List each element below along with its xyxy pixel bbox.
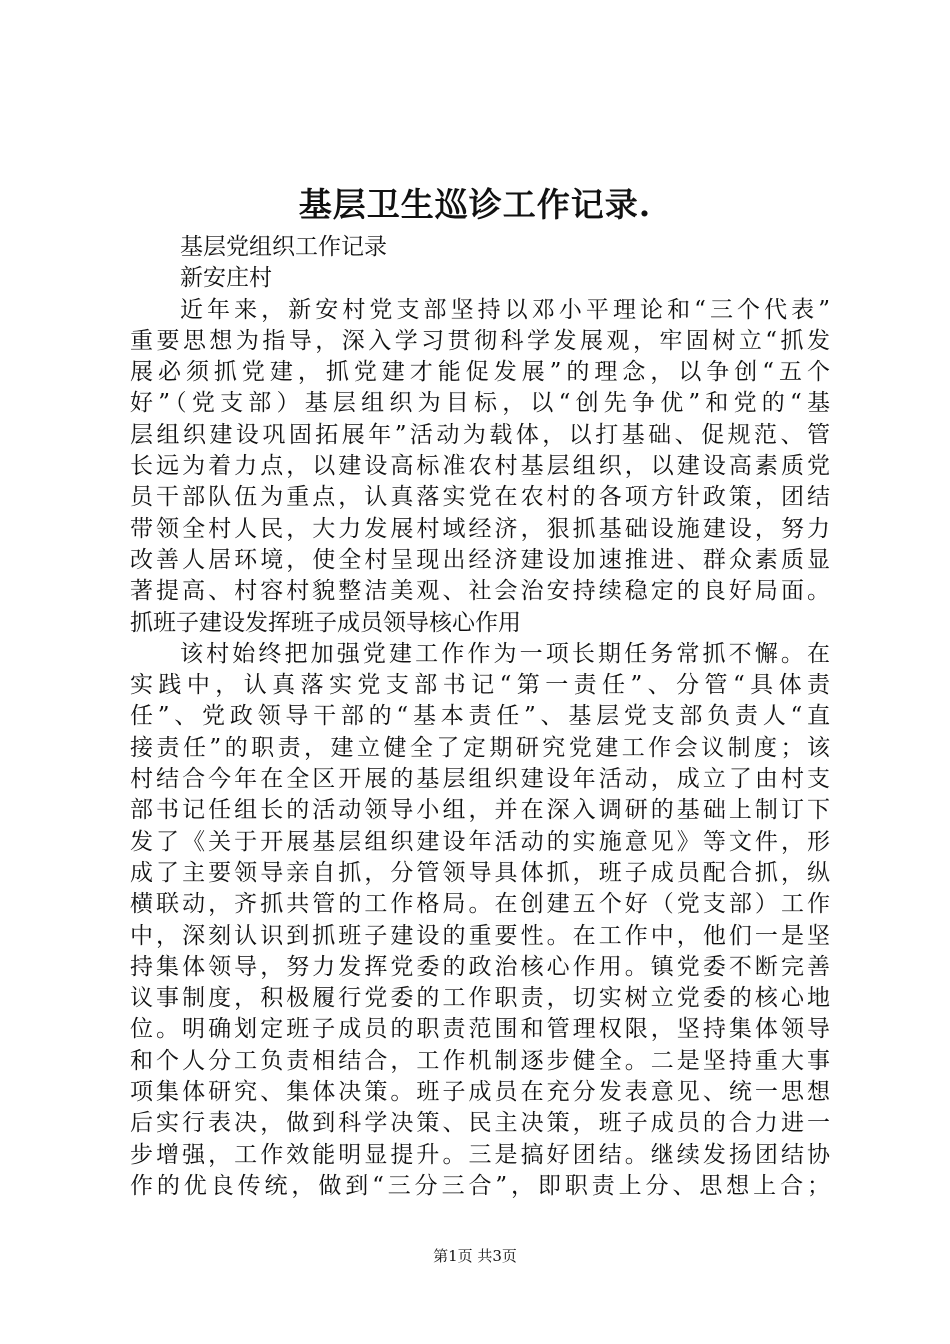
document-title: 基层卫生巡诊工作记录. bbox=[298, 185, 652, 224]
body-line: 重要思想为指导，深入学习贯彻科学发展观，牢固树立“抓发 bbox=[130, 327, 830, 354]
page-footer: 第1页 共3页 bbox=[433, 1247, 517, 1265]
document-body bbox=[130, 232, 830, 1202]
body-line: 带领全村人民，大力发展村域经济，狠抓基础设施建设，努力 bbox=[130, 515, 830, 542]
body-line: 横联动，齐抓共管的工作格局。在创建五个好（党支部）工作 bbox=[130, 891, 830, 918]
body-line: 发了《关于开展基层组织建设年活动的实施意见》等文件，形 bbox=[130, 828, 830, 855]
body-line: 近年来，新安村党支部坚持以邓小平理论和“三个代表” bbox=[180, 296, 830, 323]
body-line: 层组织建设巩固拓展年”活动为载体，以打基础、促规范、管 bbox=[130, 421, 830, 448]
body-line: 好”（党支部）基层组织为目标，以“创先争优”和党的“基 bbox=[130, 390, 830, 417]
body-line: 议事制度，积极履行党委的工作职责，切实树立党委的核心地 bbox=[130, 985, 830, 1012]
body-line: 和个人分工负责相结合，工作机制逐步健全。二是坚持重大事 bbox=[130, 1047, 830, 1074]
body-line: 持集体领导，努力发挥党委的政治核心作用。镇党委不断完善 bbox=[130, 953, 830, 980]
body-line: 实践中，认真落实党支部书记“第一责任”、分管“具体责 bbox=[130, 672, 830, 699]
body-line: 部书记任组长的活动领导小组，并在深入调研的基础上制订下 bbox=[130, 797, 830, 824]
body-line: 著提高、村容村貌整洁美观、社会治安持续稳定的良好局面。 bbox=[130, 578, 830, 605]
body-line: 该村始终把加强党建工作作为一项长期任务常抓不懈。在 bbox=[180, 640, 830, 667]
body-line: 员干部队伍为重点，认真落实党在农村的各项方针政策，团结 bbox=[130, 484, 830, 511]
body-line: 接责任”的职责，建立健全了定期研究党建工作会议制度；该 bbox=[130, 734, 830, 761]
body-line: 位。明确划定班子成员的职责范围和管理权限，坚持集体领导 bbox=[130, 1016, 830, 1043]
body-line: 项集体研究、集体决策。班子成员在充分发表意见、统一思想 bbox=[130, 1079, 830, 1106]
body-line: 作的优良传统，做到“三分三合”，即职责上分、思想上合； bbox=[130, 1172, 830, 1199]
body-line: 抓班子建设发挥班子成员领导核心作用 bbox=[130, 609, 521, 636]
body-line: 步增强，工作效能明显提升。三是搞好团结。继续发扬团结协 bbox=[130, 1141, 830, 1168]
body-line: 新安庄村 bbox=[180, 265, 272, 292]
body-line: 展必须抓党建，抓党建才能促发展”的理念，以争创“五个 bbox=[130, 359, 830, 386]
body-line: 长远为着力点，以建设高标准农村基层组织，以建设高素质党 bbox=[130, 453, 830, 480]
body-line: 后实行表决，做到科学决策、民主决策，班子成员的合力进一 bbox=[130, 1110, 830, 1137]
body-line: 改善人居环境，使全村呈现出经济建设加速推进、群众素质显 bbox=[130, 546, 830, 573]
body-line: 中，深刻认识到抓班子建设的重要性。在工作中，他们一是坚 bbox=[130, 922, 830, 949]
body-line: 基层党组织工作记录 bbox=[180, 234, 387, 260]
body-line: 成了主要领导亲自抓，分管领导具体抓，班子成员配合抓，纵 bbox=[130, 859, 830, 886]
body-line: 村结合今年在全区开展的基层组织建设年活动，成立了由村支 bbox=[130, 766, 830, 793]
body-line: 任”、党政领导干部的“基本责任”、基层党支部负责人“直 bbox=[130, 703, 830, 730]
